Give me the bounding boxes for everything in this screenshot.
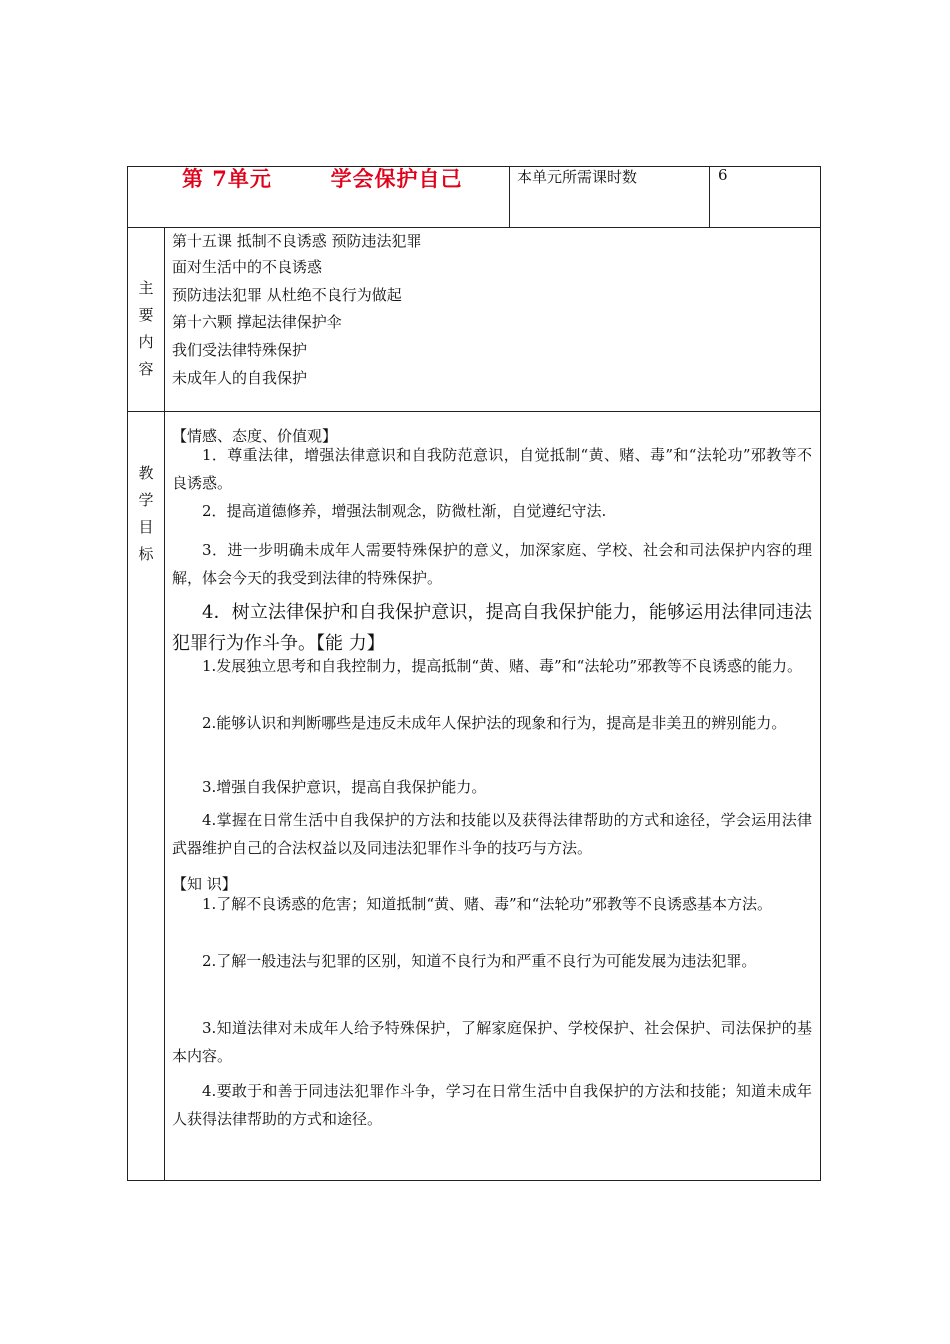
objectives-label: 教 学 目 标 (138, 464, 154, 563)
content-line: 未成年人的自我保护 (172, 369, 308, 387)
ability-item: 2.能够认识和判断哪些是违反未成年人保护法的现象和行为，提高是非美丑的辨别能力。 (202, 714, 787, 732)
content-row-divider (127, 411, 821, 412)
content-line: 第十六颗 撑起法律保护伞 (172, 313, 342, 331)
knowledge-item: 1.了解不良诱惑的危害；知道抵制“黄、赌、毒”和“法轮功”邪教等不良诱惑基本方法。 (202, 895, 772, 913)
objective-item: 1．尊重法律，增强法律意识和自我防范意识，自觉抵制“黄、赌、毒”和“法轮功”邪教等不良诱惑。 (172, 446, 812, 492)
label-column-divider (164, 227, 165, 1181)
hours-label: 本单元所需课时数 (517, 168, 638, 186)
header-row-divider (127, 227, 821, 228)
hours-value-divider (709, 166, 710, 227)
unit-name: 学会保护自己 (330, 166, 463, 191)
content-line: 第十五课 抵制不良诱惑 预防违法犯罪 (172, 232, 422, 250)
objective-item: 3．进一步明确未成年人需要特殊保护的意义，加深家庭、学校、社会和司法保护内容的理解，体会今天的我受到法律的特殊保护。 (172, 541, 812, 587)
hours-value: 6 (718, 166, 728, 184)
main-content-label: 主 要 内 容 (138, 279, 154, 378)
ability-item: 4.掌握在日常生活中自我保护的方法和技能以及获得法律帮助的方式和途径，学会运用法律武器维护自己的合法权益以及同违法犯罪作斗争的技巧与方法。 (172, 811, 812, 857)
unit-title (182, 163, 463, 193)
knowledge-heading: 【知 识】 (172, 875, 237, 893)
emotion-heading: 【情感、态度、价值观】 (172, 427, 338, 445)
knowledge-item: 3.知道法律对未成年人给予特殊保护，了解家庭保护、学校保护、社会保护、司法保护的基本内容。 (172, 1019, 812, 1065)
hours-label-divider (509, 166, 510, 227)
objective-item: 2．提高道德修养，增强法制观念，防微杜渐，自觉遵纪守法. (202, 502, 607, 520)
unit-number: 第 7单元 (182, 166, 272, 191)
knowledge-item: 4.要敢于和善于同违法犯罪作斗争，学习在日常生活中自我保护的方法和技能；知道未成年人获得法律帮助的方式和途径。 (172, 1082, 812, 1128)
objective-item: 4．树立法律保护和自我保护意识，提高自我保护能力，能够运用法律同违法犯罪行为作斗争。【能 力】 (172, 602, 812, 654)
content-line: 面对生活中的不良诱惑 (172, 258, 323, 276)
content-line: 预防违法犯罪 从杜绝不良行为做起 (172, 286, 402, 304)
knowledge-item: 2.了解一般违法与犯罪的区别，知道不良行为和严重不良行为可能发展为违法犯罪。 (202, 952, 757, 970)
content-line: 我们受法律特殊保护 (172, 341, 308, 359)
ability-item: 3.增强自我保护意识，提高自我保护能力。 (202, 778, 487, 796)
ability-item: 1.发展独立思考和自我控制力，提高抵制“黄、赌、毒”和“法轮功”邪教等不良诱惑的能力。 (202, 657, 802, 675)
